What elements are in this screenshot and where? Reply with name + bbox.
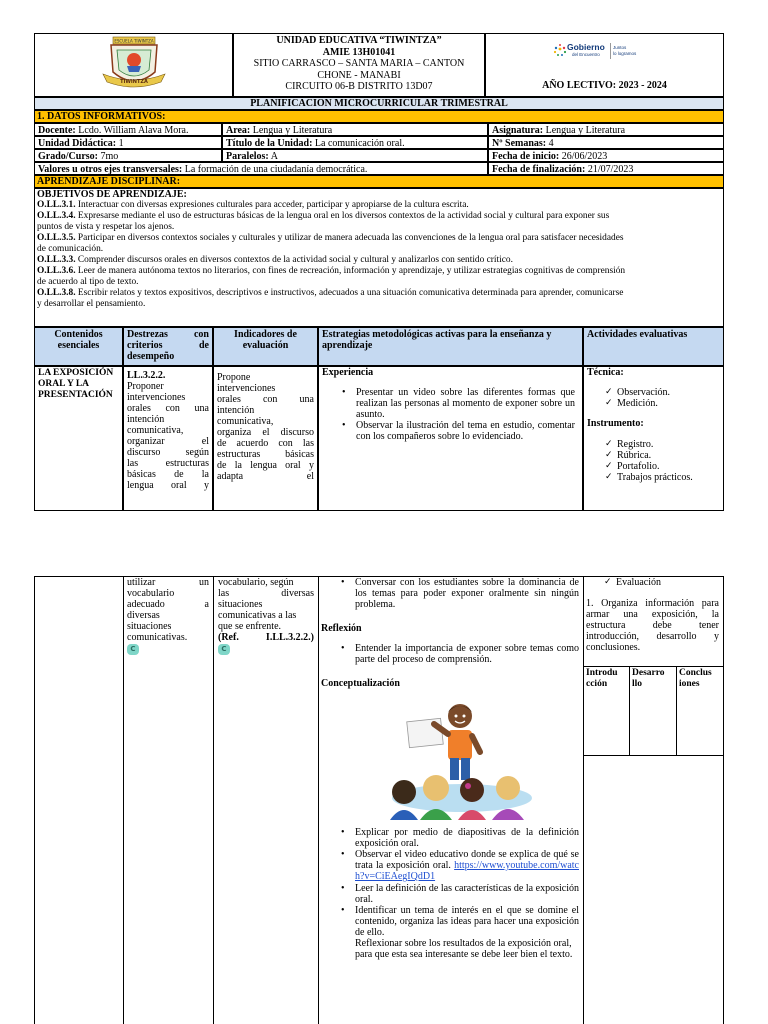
grado-cell: Grado/Curso: 7mo	[34, 149, 222, 162]
list-item: ✓ Registro.	[587, 439, 720, 450]
section-datos-informativos: 1. DATOS INFORMATIVOS:	[34, 110, 724, 123]
objectives-title: OBJETIVOS DE APRENDIZAJE:	[37, 189, 187, 200]
list-item: ✓ Observación.	[587, 387, 720, 398]
page2-col-divider	[123, 576, 124, 1024]
amie-code: AMIE 13H01041	[322, 46, 396, 58]
col-contenidos: Contenidos esenciales	[34, 327, 123, 366]
estrategias-cont	[321, 577, 579, 689]
titulo-cell: Título de la Unidad: La comunicación oral.	[222, 136, 488, 149]
list-item: ✓ Rúbrica.	[587, 450, 720, 461]
reflexion-list	[321, 643, 579, 665]
objectives-list	[37, 200, 722, 310]
list-item: • Observar el video educativo donde se explica de qué se trata la exposición oral. https://www.youtube.com/watch?v=CiEAegIQdD1	[321, 849, 579, 882]
titulo-value: La comunicación oral.	[312, 138, 405, 149]
unidad-value: 1	[116, 138, 124, 149]
eval-table-divider	[629, 666, 630, 756]
unidad-cell: Unidad Didáctica: 1	[34, 136, 222, 149]
instrumento-list	[587, 439, 720, 483]
school-circuit: CIRCUITO 06-B DISTRITO 13D07	[285, 81, 433, 92]
school-name: UNIDAD EDUCATIVA “TIWINTZA”	[276, 35, 442, 46]
contenido-cell: LA EXPOSICIÓN ORAL Y LA PRESENTACIÓN	[34, 366, 123, 511]
col-destrezas: Destrezas con criterios de desempeño	[123, 327, 213, 366]
school-year: AÑO LECTIVO: 2023 - 2024	[542, 80, 667, 91]
eval-col-conclusiones: Conclus iones	[679, 668, 712, 689]
destreza-code: LL.3.2.2.	[127, 370, 166, 381]
inicio-cell: Fecha de inicio: 26/06/2023	[488, 149, 724, 162]
indicador-ref: (Ref. I.LL.3.2.2.)	[218, 632, 314, 643]
list-item: • Identificar un tema de interés en el que se domine el contenido, organiza las ideas para hacer una exposición de ello.	[321, 905, 579, 938]
list-item: ✓ Medición.	[587, 398, 720, 409]
list-item: • Presentar un video sobre las diferentes formas que realizan las personas al momento de exponer sobre un asunto.	[322, 387, 575, 420]
plan-title: PLANIFICACION MICROCURRICULAR TRIMESTRAL	[34, 97, 724, 110]
page2-col-divider	[318, 576, 319, 1024]
objective-item: O.LL.3.8. Escribir relatos y textos expositivos, descriptivos e instructivos, adecuados a una situación comunicativa determinada para aprender, comunicarse	[37, 288, 624, 298]
conversar-list	[321, 577, 579, 610]
page2-col-divider	[213, 576, 214, 1024]
objective-item-cont: y desarrollar el pensamiento.	[37, 299, 146, 309]
conceptualizacion-heading: Conceptualización	[321, 678, 400, 689]
gobierno-main: Gobierno	[567, 42, 605, 52]
objective-item: O.LL.3.3. Comprender discursos orales en diversos contextos de la actividad social y cultural y analizarlos con sentido crítico.	[37, 255, 513, 265]
experiencia-list	[322, 387, 579, 442]
instrumento-heading: Instrumento:	[587, 418, 644, 429]
header-crest-cell	[34, 33, 233, 97]
concept-list	[321, 827, 579, 960]
actividades-cell	[583, 366, 724, 511]
actividades-cont	[586, 577, 721, 653]
destreza-cell	[123, 366, 213, 511]
evaluation-task: 1. Organiza información para armar una exposición, la estructura debe tener introducción, desarrollo y conclusiones.	[586, 598, 719, 653]
reflexion-heading: Reflexión	[321, 623, 362, 634]
estrategias-cell	[318, 366, 583, 511]
objective-item: O.LL.3.5. Participar en diversos contextos sociales y culturales y utilizar de manera adecuada las convenciones de la lengua oral para satisfacer necesidades	[37, 233, 624, 243]
logo-divider	[610, 43, 611, 59]
objective-item-cont: puntos de vista y respetar los ajenos.	[37, 222, 175, 232]
indicador-cont: vocabulario, según las diversas situaciones comunicativas a las que se enfrente. (Ref. I.LL.3.2.2.) C	[218, 577, 314, 653]
gobierno-sun-icon	[552, 43, 568, 61]
area-cell: Area: Lengua y Literatura	[222, 123, 488, 136]
list-item: ✓ Evaluación	[586, 577, 721, 588]
list-item: • Conversar con los estudiantes sobre la dominancia de los temas para poder exponer oralmente sin ningún problema.	[321, 577, 579, 610]
header-title-cell	[233, 33, 485, 97]
eval-col-desarrollo: Desarro llo	[632, 668, 665, 689]
destreza-cont: utilizar un vocabulario adecuado a diversas situaciones comunicativas. C	[127, 577, 209, 653]
school-crest-icon	[99, 36, 169, 94]
docente-value: Lcdo. William Alava Mora.	[75, 125, 189, 136]
gobierno-logo	[552, 42, 638, 64]
video-link[interactable]: https://www.youtube.com/watch?v=CiEAegIQdD1	[355, 860, 579, 882]
gobierno-sub: del Encuentro	[572, 52, 600, 57]
tecnica-list	[587, 387, 720, 409]
objective-item: O.LL.3.4. Expresarse mediante el uso de estructuras básicas de la lengua oral en los diversos contextos de la actividad social y cultural para exponer sus	[37, 211, 610, 221]
objective-item: O.LL.3.1. Interactuar con diversas expresiones culturales para acceder, participar y apropiarse de la cultura escrita.	[37, 200, 469, 210]
grado-value: 7mo	[98, 151, 119, 162]
tecnica-heading: Técnica:	[587, 367, 624, 378]
col-actividades: Actividades evaluativas	[583, 327, 724, 366]
list-item: • Explicar por medio de diapositivas de la definición exposición oral.	[321, 827, 579, 849]
fin-cell: Fecha de finalización: 21/07/2023	[488, 162, 724, 175]
juntos-text: Juntos	[613, 45, 627, 50]
eval-col-introduccion: Introdu cción	[586, 668, 618, 689]
crest-top-text: ESCUELA TIWINTZA	[114, 38, 154, 44]
logramos-text: lo logramos	[613, 51, 637, 56]
docente-cell: Docente: Lcdo. William Alava Mora.	[34, 123, 222, 136]
page2-col-divider	[583, 576, 584, 1024]
experiencia-heading: Experiencia	[322, 367, 374, 378]
indicador-text: Propone intervenciones orales con una intención comunicativa, organiza el discurso de acuerdo con las estructuras básicas de la lengua oral y adapta el	[217, 372, 314, 482]
reflexionar-text: Reflexionar sobre los resultados de la exposición oral, para que esta sea interesante se debe leer bien el texto.	[355, 938, 573, 960]
list-item: ✓ Trabajos prácticos.	[587, 472, 720, 483]
c-badge-icon: C	[127, 644, 139, 655]
fin-value: 21/07/2023	[585, 164, 634, 175]
asignatura-value: Lengua y Literatura	[543, 125, 626, 136]
valores-cell: Valores u otros ejes transversales: La formación de una ciudadanía democrática.	[34, 162, 488, 175]
indicador-cell	[213, 366, 318, 511]
crest-banner-text: TIWINTZA	[120, 79, 148, 85]
destreza-text: Proponer intervenciones orales con una intención comunicativa, organizar el discurso según las estructuras básicas de la lengua oral y	[127, 381, 209, 491]
area-value: Lengua y Literatura	[250, 125, 333, 136]
list-item: • Leer la definición de las características de la exposición oral.	[321, 883, 579, 905]
c-badge-icon: C	[218, 644, 230, 655]
paralelos-cell: Paralelos: A	[222, 149, 488, 162]
paralelos-value: A	[268, 151, 278, 162]
objective-item-cont: de comunicación.	[37, 244, 104, 254]
objective-item: O.LL.3.6. Leer de manera autónoma textos no literarios, con fines de recreación, información y aprendizaje, y utilizar estrategias cognitivas de comprensión	[37, 266, 626, 276]
valores-value: La formación de una ciudadanía democrática.	[182, 164, 368, 175]
section-aprendizaje: APRENDIZAJE DISCIPLINAR:	[34, 175, 724, 188]
semanas-cell: Nº Semanas: 4	[488, 136, 724, 149]
list-item: • Observar la ilustración del tema en estudio, comentar con los compañeros sobre lo evidenciado.	[322, 420, 575, 442]
objective-item-cont: de acuerdo al tipo de texto.	[37, 277, 139, 287]
school-city: CHONE - MANABI	[317, 69, 401, 81]
inicio-value: 26/06/2023	[559, 151, 608, 162]
eval-table-divider	[676, 666, 677, 756]
col-estrategias: Estrategias metodológicas activas para la enseñanza y aprendizaje	[318, 327, 583, 366]
list-item: • Entender la importancia de exponer sobre temas como parte del proceso de comprensión.	[321, 643, 579, 665]
presentation-illustration-icon	[382, 702, 542, 822]
school-location: SITIO CARRASCO – SANTA MARIA – CANTON	[253, 58, 465, 69]
header-year-cell	[485, 33, 724, 97]
col-indicadores: Indicadores de evaluación	[213, 327, 318, 366]
list-item: ✓ Portafolio.	[587, 461, 720, 472]
asignatura-cell: Asignatura: Lengua y Literatura	[488, 123, 724, 136]
semanas-value: 4	[546, 138, 554, 149]
